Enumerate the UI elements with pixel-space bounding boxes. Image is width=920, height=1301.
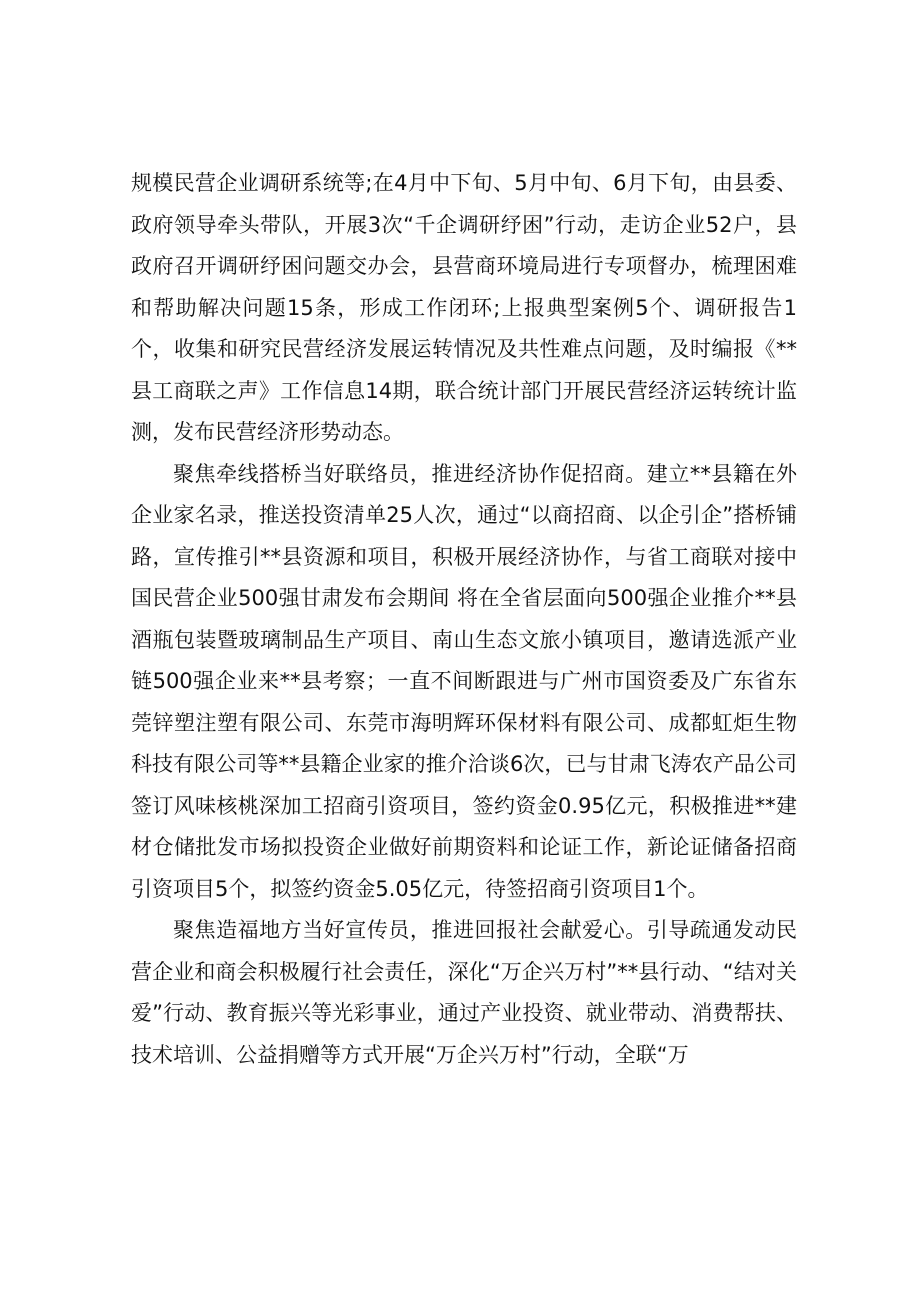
paragraph-3: 聚焦造福地方当好宣传员，推进回报社会献爱心。引导疏通发动民营企业和商会积极履行社会责任，深化“万企兴万村”**县行动、“结对关爱”行动、教育振兴等光彩事业，通过产业投资、就业带动、消费帮扶、技术培训、公益捐赠等方式开展“万企兴万村”行动，全联“万 [131,918,797,1067]
paragraph-2: 聚焦牵线搭桥当好联络员，推进经济协作促招商。建立**县籍在外企业家名录，推送投资清单25人次，通过“以商招商、以企引企”搭桥铺路，宣传推引**县资源和项目，积极开展经济协作，与省工商联对接中国民营企业500强甘肃发布会期间 将在全省层面向500强企业推介**县酒瓶包装暨玻璃制品生产项目、南山生态文旅小镇项目，邀请选派产业链500强企业来**县考察；一直不间断跟进与广州市国资委及广东省东莞锌塑注塑有限公司、东莞市海明辉环保材料有限公司、成都虹炬生物科技有限公司等**县籍企业家的推介洽谈6次，已与甘肃飞涛农产品公司签订风味核桃深加工招商引资项目，签约资金0.95亿元，积极推进**建材仓储批发市场拟投资企业做好前期资料和论证工作，新论证储备招商引资项目5个，拟签约资金5.05亿元，待签招商引资项目1个。 [131,461,797,901]
document-body [131,163,797,1076]
paragraph-1: 规模民营企业调研系统等;在4月中下旬、5月中旬、6月下旬，由县委、政府领导牵头带队，开展3次“千企调研纾困”行动，走访企业52户，县政府召开调研纾困问题交办会，县营商环境局进行专项督办，梳理困难和帮助解决问题15条，形成工作闭环;上报典型案例5个、调研报告1个，收集和研究民营经济发展运转情况及共性难点问题，及时编报《**县工商联之声》工作信息14期，联合统计部门开展民营经济运转统计监测，发布民营经济形势动态。 [131,171,797,444]
